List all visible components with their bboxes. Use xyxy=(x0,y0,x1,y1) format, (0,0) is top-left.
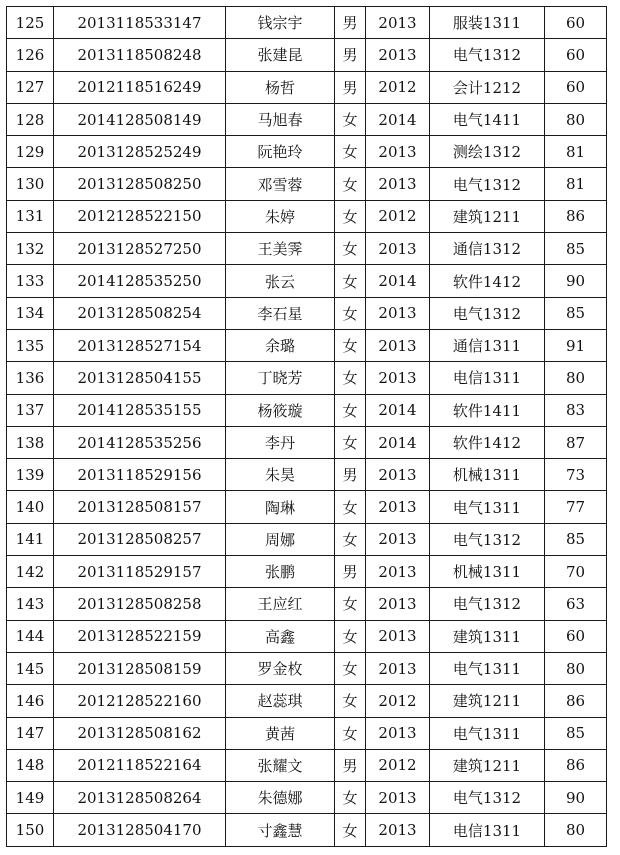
student-id-cell: 2013128508257 xyxy=(54,523,226,555)
table-row xyxy=(7,459,607,491)
score-cell: 83 xyxy=(545,394,607,426)
class-cell: 通信1311 xyxy=(430,329,545,361)
row-number-cell: 150 xyxy=(7,814,54,846)
student-id-cell: 2013128508264 xyxy=(54,782,226,814)
table-row xyxy=(7,71,607,103)
student-name-cell: 周娜 xyxy=(226,523,335,555)
student-score-table xyxy=(6,6,607,847)
enrollment-year-cell: 2013 xyxy=(366,329,430,361)
table-row xyxy=(7,814,607,846)
score-cell: 86 xyxy=(545,749,607,781)
row-number-cell: 140 xyxy=(7,491,54,523)
enrollment-year-cell: 2013 xyxy=(366,459,430,491)
table-row xyxy=(7,136,607,168)
enrollment-year-cell: 2013 xyxy=(366,297,430,329)
enrollment-year-cell: 2013 xyxy=(366,523,430,555)
student-id-cell: 2012128522150 xyxy=(54,200,226,232)
row-number-cell: 132 xyxy=(7,233,54,265)
student-id-cell: 2013118529157 xyxy=(54,556,226,588)
score-cell: 85 xyxy=(545,233,607,265)
student-id-cell: 2013128508157 xyxy=(54,491,226,523)
gender-cell: 男 xyxy=(335,556,366,588)
gender-cell: 男 xyxy=(335,749,366,781)
enrollment-year-cell: 2013 xyxy=(366,39,430,71)
class-cell: 软件1411 xyxy=(430,394,545,426)
table-row xyxy=(7,265,607,297)
enrollment-year-cell: 2013 xyxy=(366,491,430,523)
class-cell: 电气1312 xyxy=(430,782,545,814)
student-id-cell: 2013128508254 xyxy=(54,297,226,329)
table-row xyxy=(7,329,607,361)
student-name-cell: 朱婷 xyxy=(226,200,335,232)
gender-cell: 女 xyxy=(335,814,366,846)
row-number-cell: 144 xyxy=(7,620,54,652)
table-row xyxy=(7,717,607,749)
class-cell: 服装1311 xyxy=(430,7,545,39)
student-id-cell: 2014128535155 xyxy=(54,394,226,426)
score-cell: 70 xyxy=(545,556,607,588)
gender-cell: 女 xyxy=(335,136,366,168)
score-cell: 80 xyxy=(545,362,607,394)
gender-cell: 男 xyxy=(335,39,366,71)
score-cell: 63 xyxy=(545,588,607,620)
student-name-cell: 邓雪蓉 xyxy=(226,168,335,200)
class-cell: 会计1212 xyxy=(430,71,545,103)
student-name-cell: 钱宗宇 xyxy=(226,7,335,39)
table-row xyxy=(7,103,607,135)
table-row xyxy=(7,749,607,781)
table-body xyxy=(7,7,607,847)
student-id-cell: 2013128522159 xyxy=(54,620,226,652)
class-cell: 建筑1211 xyxy=(430,749,545,781)
student-name-cell: 朱德娜 xyxy=(226,782,335,814)
class-cell: 电气1411 xyxy=(430,103,545,135)
class-cell: 电信1311 xyxy=(430,362,545,394)
student-id-cell: 2013128508250 xyxy=(54,168,226,200)
gender-cell: 女 xyxy=(335,523,366,555)
table-row xyxy=(7,782,607,814)
enrollment-year-cell: 2014 xyxy=(366,394,430,426)
score-cell: 60 xyxy=(545,39,607,71)
student-id-cell: 2013128504155 xyxy=(54,362,226,394)
class-cell: 电气1312 xyxy=(430,39,545,71)
student-name-cell: 王美霁 xyxy=(226,233,335,265)
gender-cell: 女 xyxy=(335,297,366,329)
enrollment-year-cell: 2014 xyxy=(366,426,430,458)
class-cell: 通信1312 xyxy=(430,233,545,265)
student-id-cell: 2013118533147 xyxy=(54,7,226,39)
gender-cell: 女 xyxy=(335,685,366,717)
student-name-cell: 朱昊 xyxy=(226,459,335,491)
score-cell: 60 xyxy=(545,71,607,103)
gender-cell: 女 xyxy=(335,265,366,297)
student-id-cell: 2013128504170 xyxy=(54,814,226,846)
score-cell: 90 xyxy=(545,782,607,814)
table-row xyxy=(7,652,607,684)
enrollment-year-cell: 2013 xyxy=(366,556,430,588)
table-row xyxy=(7,362,607,394)
enrollment-year-cell: 2013 xyxy=(366,782,430,814)
row-number-cell: 147 xyxy=(7,717,54,749)
row-number-cell: 148 xyxy=(7,749,54,781)
gender-cell: 女 xyxy=(335,782,366,814)
gender-cell: 男 xyxy=(335,7,366,39)
gender-cell: 女 xyxy=(335,394,366,426)
row-number-cell: 146 xyxy=(7,685,54,717)
enrollment-year-cell: 2014 xyxy=(366,103,430,135)
score-cell: 85 xyxy=(545,717,607,749)
score-cell: 81 xyxy=(545,168,607,200)
class-cell: 电气1311 xyxy=(430,491,545,523)
table-row xyxy=(7,426,607,458)
class-cell: 电气1311 xyxy=(430,652,545,684)
gender-cell: 女 xyxy=(335,652,366,684)
gender-cell: 女 xyxy=(335,620,366,652)
table-row xyxy=(7,394,607,426)
enrollment-year-cell: 2013 xyxy=(366,362,430,394)
row-number-cell: 131 xyxy=(7,200,54,232)
student-name-cell: 寸鑫慧 xyxy=(226,814,335,846)
row-number-cell: 142 xyxy=(7,556,54,588)
row-number-cell: 128 xyxy=(7,103,54,135)
row-number-cell: 138 xyxy=(7,426,54,458)
table-row xyxy=(7,233,607,265)
student-name-cell: 李石星 xyxy=(226,297,335,329)
class-cell: 电气1311 xyxy=(430,717,545,749)
table-row xyxy=(7,685,607,717)
row-number-cell: 134 xyxy=(7,297,54,329)
class-cell: 电气1312 xyxy=(430,588,545,620)
row-number-cell: 127 xyxy=(7,71,54,103)
score-cell: 86 xyxy=(545,685,607,717)
row-number-cell: 129 xyxy=(7,136,54,168)
row-number-cell: 135 xyxy=(7,329,54,361)
enrollment-year-cell: 2014 xyxy=(366,265,430,297)
score-cell: 77 xyxy=(545,491,607,523)
score-cell: 60 xyxy=(545,7,607,39)
student-id-cell: 2014128508149 xyxy=(54,103,226,135)
table-row xyxy=(7,556,607,588)
enrollment-year-cell: 2012 xyxy=(366,749,430,781)
student-id-cell: 2014128535250 xyxy=(54,265,226,297)
class-cell: 测绘1312 xyxy=(430,136,545,168)
student-id-cell: 2012118522164 xyxy=(54,749,226,781)
student-name-cell: 张建昆 xyxy=(226,39,335,71)
table-row xyxy=(7,39,607,71)
gender-cell: 女 xyxy=(335,426,366,458)
student-name-cell: 阮艳玲 xyxy=(226,136,335,168)
student-id-cell: 2013118529156 xyxy=(54,459,226,491)
table-row xyxy=(7,523,607,555)
gender-cell: 女 xyxy=(335,491,366,523)
score-cell: 85 xyxy=(545,297,607,329)
row-number-cell: 149 xyxy=(7,782,54,814)
student-name-cell: 李丹 xyxy=(226,426,335,458)
enrollment-year-cell: 2013 xyxy=(366,814,430,846)
enrollment-year-cell: 2012 xyxy=(366,685,430,717)
score-cell: 80 xyxy=(545,652,607,684)
gender-cell: 女 xyxy=(335,233,366,265)
student-name-cell: 王应红 xyxy=(226,588,335,620)
row-number-cell: 139 xyxy=(7,459,54,491)
enrollment-year-cell: 2012 xyxy=(366,200,430,232)
student-id-cell: 2012118516249 xyxy=(54,71,226,103)
enrollment-year-cell: 2013 xyxy=(366,7,430,39)
score-cell: 73 xyxy=(545,459,607,491)
table-row xyxy=(7,620,607,652)
row-number-cell: 137 xyxy=(7,394,54,426)
enrollment-year-cell: 2012 xyxy=(366,71,430,103)
table-row xyxy=(7,168,607,200)
student-name-cell: 余璐 xyxy=(226,329,335,361)
gender-cell: 女 xyxy=(335,362,366,394)
row-number-cell: 143 xyxy=(7,588,54,620)
gender-cell: 女 xyxy=(335,588,366,620)
score-cell: 90 xyxy=(545,265,607,297)
class-cell: 机械1311 xyxy=(430,459,545,491)
row-number-cell: 133 xyxy=(7,265,54,297)
score-cell: 80 xyxy=(545,814,607,846)
student-id-cell: 2013128525249 xyxy=(54,136,226,168)
row-number-cell: 136 xyxy=(7,362,54,394)
score-cell: 87 xyxy=(545,426,607,458)
row-number-cell: 130 xyxy=(7,168,54,200)
class-cell: 软件1412 xyxy=(430,265,545,297)
gender-cell: 女 xyxy=(335,168,366,200)
enrollment-year-cell: 2013 xyxy=(366,588,430,620)
student-id-cell: 2013128527154 xyxy=(54,329,226,361)
class-cell: 电气1312 xyxy=(430,523,545,555)
student-name-cell: 丁晓芳 xyxy=(226,362,335,394)
score-cell: 60 xyxy=(545,620,607,652)
row-number-cell: 141 xyxy=(7,523,54,555)
gender-cell: 女 xyxy=(335,200,366,232)
student-id-cell: 2013118508248 xyxy=(54,39,226,71)
student-name-cell: 杨筱璇 xyxy=(226,394,335,426)
row-number-cell: 145 xyxy=(7,652,54,684)
class-cell: 建筑1211 xyxy=(430,685,545,717)
gender-cell: 女 xyxy=(335,103,366,135)
student-name-cell: 陶琳 xyxy=(226,491,335,523)
gender-cell: 男 xyxy=(335,71,366,103)
student-name-cell: 张耀文 xyxy=(226,749,335,781)
gender-cell: 女 xyxy=(335,329,366,361)
class-cell: 建筑1311 xyxy=(430,620,545,652)
student-name-cell: 杨哲 xyxy=(226,71,335,103)
student-name-cell: 赵蕊琪 xyxy=(226,685,335,717)
table-row xyxy=(7,200,607,232)
student-id-cell: 2012128522160 xyxy=(54,685,226,717)
student-name-cell: 张云 xyxy=(226,265,335,297)
class-cell: 电气1312 xyxy=(430,168,545,200)
class-cell: 机械1311 xyxy=(430,556,545,588)
table-row xyxy=(7,297,607,329)
gender-cell: 女 xyxy=(335,717,366,749)
student-id-cell: 2014128535256 xyxy=(54,426,226,458)
enrollment-year-cell: 2013 xyxy=(366,652,430,684)
score-cell: 85 xyxy=(545,523,607,555)
row-number-cell: 125 xyxy=(7,7,54,39)
student-name-cell: 高鑫 xyxy=(226,620,335,652)
score-cell: 80 xyxy=(545,103,607,135)
student-name-cell: 张鹏 xyxy=(226,556,335,588)
table-row xyxy=(7,491,607,523)
class-cell: 建筑1211 xyxy=(430,200,545,232)
score-cell: 81 xyxy=(545,136,607,168)
student-id-cell: 2013128508159 xyxy=(54,652,226,684)
score-cell: 91 xyxy=(545,329,607,361)
class-cell: 电气1312 xyxy=(430,297,545,329)
student-name-cell: 黄茜 xyxy=(226,717,335,749)
student-name-cell: 罗金枚 xyxy=(226,652,335,684)
student-id-cell: 2013128527250 xyxy=(54,233,226,265)
enrollment-year-cell: 2013 xyxy=(366,233,430,265)
enrollment-year-cell: 2013 xyxy=(366,168,430,200)
table-row xyxy=(7,588,607,620)
enrollment-year-cell: 2013 xyxy=(366,620,430,652)
class-cell: 软件1412 xyxy=(430,426,545,458)
student-id-cell: 2013128508162 xyxy=(54,717,226,749)
score-cell: 86 xyxy=(545,200,607,232)
gender-cell: 男 xyxy=(335,459,366,491)
student-id-cell: 2013128508258 xyxy=(54,588,226,620)
enrollment-year-cell: 2013 xyxy=(366,136,430,168)
class-cell: 电信1311 xyxy=(430,814,545,846)
table-row xyxy=(7,7,607,39)
row-number-cell: 126 xyxy=(7,39,54,71)
enrollment-year-cell: 2013 xyxy=(366,717,430,749)
student-name-cell: 马旭春 xyxy=(226,103,335,135)
